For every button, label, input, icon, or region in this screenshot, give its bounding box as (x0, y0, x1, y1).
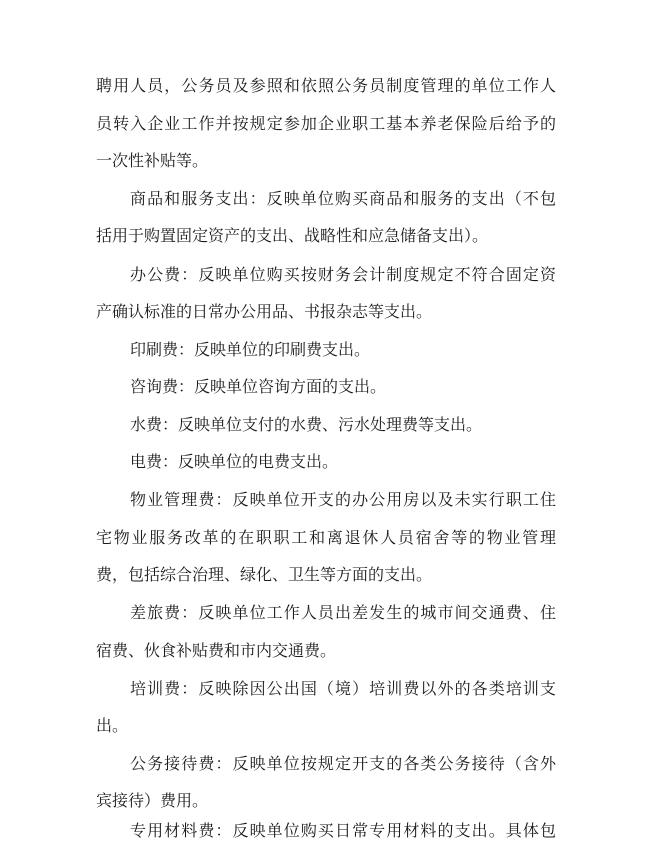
text-line: 电费：反映单位的电费支出。 (130, 452, 339, 471)
text-line: 商品和服务支出：反映单位购买商品和服务的支出（不包 (130, 189, 556, 208)
text-line: 员转入企业工作并按规定参加企业职工基本养老保险后给予的 (96, 114, 556, 133)
text-line: 宅物业服务改革的在职职工和离退休人员宿舍等的物业管理 (96, 528, 556, 547)
text-line: 咨询费：反映单位咨询方面的支出。 (130, 377, 387, 396)
text-line: 费，包括综合治理、绿化、卫生等方面的支出。 (96, 565, 433, 584)
text-line: 印刷费：反映单位的印刷费支出。 (130, 340, 371, 359)
text-line: 专用材料费：反映单位购买日常专用材料的支出。具体包 (130, 821, 556, 840)
text-line: 聘用人员，公务员及参照和依照公务员制度管理的单位工作人 (96, 76, 556, 95)
text-line: 办公费：反映单位购买按财务会计制度规定不符合固定资 (130, 265, 556, 284)
text-line: 一次性补贴等。 (96, 151, 209, 170)
text-line: 差旅费：反映单位工作人员出差发生的城市间交通费、住 (130, 603, 556, 622)
text-line: 出。 (96, 716, 129, 735)
text-line: 培训费：反映除因公出国（境）培训费以外的各类培训支 (130, 679, 556, 698)
text-line: 水费：反映单位支付的水费、污水处理费等支出。 (130, 415, 483, 434)
text-line: 宿费、伙食补贴费和市内交通费。 (96, 641, 337, 660)
text-line: 公务接待费：反映单位按规定开支的各类公务接待（含外 (130, 754, 556, 773)
text-line: 产确认标准的日常办公用品、书报杂志等支出。 (96, 302, 433, 321)
text-line: 括用于购置固定资产的支出、战略性和应急储备支出）。 (96, 226, 489, 245)
text-line: 宾接待）费用。 (96, 791, 209, 810)
text-line: 物业管理费：反映单位开支的办公用房以及未实行职工住 (130, 490, 556, 509)
